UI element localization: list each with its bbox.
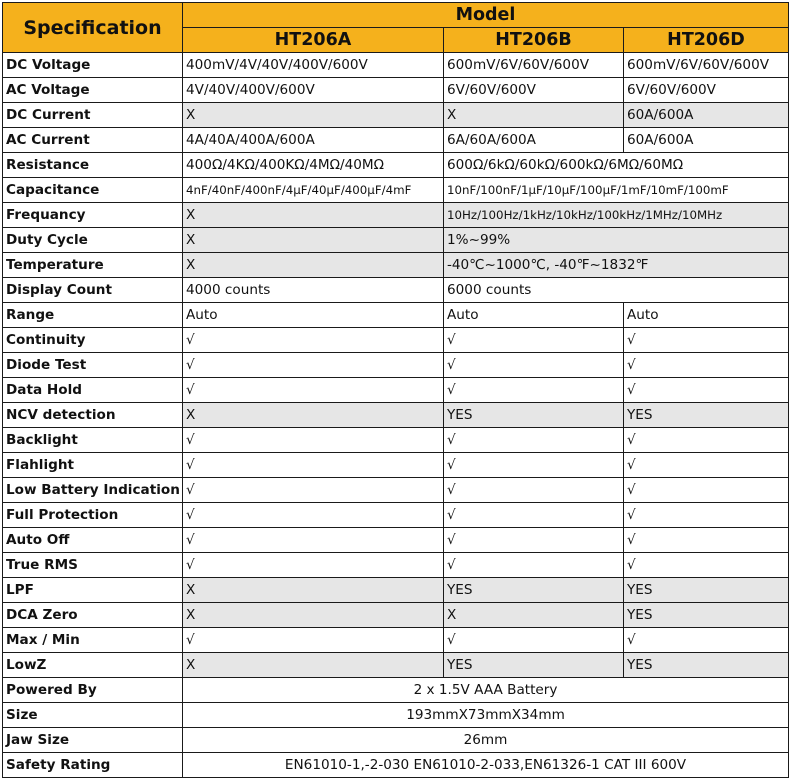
table-row	[3, 103, 789, 128]
cell-ht206d: √	[624, 503, 789, 528]
cell-ht206a: √	[183, 553, 444, 578]
cell-ht206a: Auto	[183, 303, 444, 328]
cell-ht206a: X	[183, 103, 444, 128]
table-row	[3, 753, 789, 778]
row-label: Full Protection	[3, 503, 183, 528]
cell-ht206b-ht206d: 6000 counts	[444, 278, 789, 303]
table-row	[3, 503, 789, 528]
cell-all-models: 2 x 1.5V AAA Battery	[183, 678, 789, 703]
row-label: Max / Min	[3, 628, 183, 653]
cell-ht206b: √	[444, 628, 624, 653]
cell-ht206a: √	[183, 478, 444, 503]
row-label: LowZ	[3, 653, 183, 678]
row-label: True RMS	[3, 553, 183, 578]
row-label: Diode Test	[3, 353, 183, 378]
table-row	[3, 628, 789, 653]
cell-ht206a: X	[183, 203, 444, 228]
cell-ht206a: 4A/40A/400A/600A	[183, 128, 444, 153]
table-row	[3, 653, 789, 678]
table-row	[3, 278, 789, 303]
cell-ht206d: YES	[624, 578, 789, 603]
model-name-ht206a: HT206A	[183, 28, 444, 53]
table-row	[3, 453, 789, 478]
cell-ht206b: YES	[444, 403, 624, 428]
table-row	[3, 728, 789, 753]
row-label: Duty Cycle	[3, 228, 183, 253]
specification-table	[2, 2, 789, 778]
table-row	[3, 128, 789, 153]
row-label: AC Current	[3, 128, 183, 153]
cell-ht206d: Auto	[624, 303, 789, 328]
cell-all-models: EN61010-1,-2-030 EN61010-2-033,EN61326-1 CAT III 600V	[183, 753, 789, 778]
cell-ht206a: √	[183, 428, 444, 453]
specification-header: Specification	[3, 3, 183, 53]
cell-ht206b-ht206d: -40℃~1000℃, -40℉~1832℉	[444, 253, 789, 278]
cell-ht206d: YES	[624, 653, 789, 678]
row-label: Low Battery Indication	[3, 478, 183, 503]
row-label: Auto Off	[3, 528, 183, 553]
cell-ht206b: √	[444, 453, 624, 478]
row-label: DC Current	[3, 103, 183, 128]
row-label: Capacitance	[3, 178, 183, 203]
row-label: Size	[3, 703, 183, 728]
cell-ht206b-ht206d: 1%~99%	[444, 228, 789, 253]
row-label: Range	[3, 303, 183, 328]
table-row	[3, 703, 789, 728]
cell-ht206d: √	[624, 378, 789, 403]
cell-ht206a: √	[183, 328, 444, 353]
table-row	[3, 203, 789, 228]
cell-ht206b: 600mV/6V/60V/600V	[444, 53, 624, 78]
header-row-1	[3, 3, 789, 28]
table-row	[3, 478, 789, 503]
row-label: DC Voltage	[3, 53, 183, 78]
cell-ht206a: √	[183, 528, 444, 553]
cell-ht206b: √	[444, 328, 624, 353]
table-row	[3, 328, 789, 353]
cell-ht206d: √	[624, 628, 789, 653]
cell-ht206d: √	[624, 353, 789, 378]
row-label: NCV detection	[3, 403, 183, 428]
model-header: Model	[183, 3, 789, 28]
cell-ht206a: √	[183, 453, 444, 478]
cell-ht206b: Auto	[444, 303, 624, 328]
model-name-ht206d: HT206D	[624, 28, 789, 53]
cell-ht206a: 4V/40V/400V/600V	[183, 78, 444, 103]
table-row	[3, 378, 789, 403]
cell-all-models: 26mm	[183, 728, 789, 753]
cell-ht206a: X	[183, 403, 444, 428]
table-row	[3, 78, 789, 103]
row-label: Frequancy	[3, 203, 183, 228]
cell-ht206d: 6V/60V/600V	[624, 78, 789, 103]
cell-ht206b-ht206d: 10nF/100nF/1μF/10μF/100μF/1mF/10mF/100mF	[444, 178, 789, 203]
table-row	[3, 578, 789, 603]
cell-ht206b: YES	[444, 653, 624, 678]
cell-ht206b: √	[444, 503, 624, 528]
table-row	[3, 428, 789, 453]
cell-ht206d: 60A/600A	[624, 128, 789, 153]
row-label: DCA Zero	[3, 603, 183, 628]
cell-ht206a: X	[183, 228, 444, 253]
row-label: Jaw Size	[3, 728, 183, 753]
table-row	[3, 678, 789, 703]
cell-ht206a: √	[183, 503, 444, 528]
table-row	[3, 603, 789, 628]
cell-ht206d: √	[624, 528, 789, 553]
cell-ht206a: X	[183, 653, 444, 678]
table-row	[3, 403, 789, 428]
cell-ht206b: √	[444, 353, 624, 378]
cell-ht206a: √	[183, 628, 444, 653]
cell-ht206b: √	[444, 528, 624, 553]
cell-ht206a: 400mV/4V/40V/400V/600V	[183, 53, 444, 78]
cell-ht206d: √	[624, 478, 789, 503]
table-row	[3, 303, 789, 328]
row-label: Flahlight	[3, 453, 183, 478]
cell-ht206b: X	[444, 103, 624, 128]
cell-ht206a: X	[183, 603, 444, 628]
row-label: AC Voltage	[3, 78, 183, 103]
cell-ht206d: 600mV/6V/60V/600V	[624, 53, 789, 78]
cell-ht206b: √	[444, 478, 624, 503]
cell-ht206b: √	[444, 428, 624, 453]
row-label: Display Count	[3, 278, 183, 303]
cell-ht206a: X	[183, 253, 444, 278]
cell-ht206d: √	[624, 428, 789, 453]
cell-ht206a: √	[183, 353, 444, 378]
table-row	[3, 353, 789, 378]
row-label: LPF	[3, 578, 183, 603]
cell-ht206b: 6V/60V/600V	[444, 78, 624, 103]
cell-ht206b: YES	[444, 578, 624, 603]
cell-ht206d: YES	[624, 403, 789, 428]
cell-ht206d: √	[624, 453, 789, 478]
cell-ht206b: √	[444, 378, 624, 403]
row-label: Continuity	[3, 328, 183, 353]
cell-ht206b-ht206d: 600Ω/6kΩ/60kΩ/600kΩ/6MΩ/60MΩ	[444, 153, 789, 178]
table-row	[3, 253, 789, 278]
row-label: Resistance	[3, 153, 183, 178]
cell-ht206b: √	[444, 553, 624, 578]
cell-ht206b: 6A/60A/600A	[444, 128, 624, 153]
cell-ht206a: X	[183, 578, 444, 603]
cell-ht206a: 400Ω/4KΩ/400KΩ/4MΩ/40MΩ	[183, 153, 444, 178]
table-row	[3, 153, 789, 178]
cell-ht206d: √	[624, 553, 789, 578]
table-row	[3, 528, 789, 553]
cell-ht206a: 4000 counts	[183, 278, 444, 303]
cell-ht206d: YES	[624, 603, 789, 628]
cell-all-models: 193mmX73mmX34mm	[183, 703, 789, 728]
cell-ht206d: √	[624, 328, 789, 353]
table-row	[3, 53, 789, 78]
cell-ht206d: 60A/600A	[624, 103, 789, 128]
table-row	[3, 553, 789, 578]
cell-ht206a: √	[183, 378, 444, 403]
row-label: Backlight	[3, 428, 183, 453]
row-label: Powered By	[3, 678, 183, 703]
table-row	[3, 178, 789, 203]
table-row	[3, 228, 789, 253]
model-name-ht206b: HT206B	[444, 28, 624, 53]
cell-ht206a: 4nF/40nF/400nF/4μF/40μF/400μF/4mF	[183, 178, 444, 203]
row-label: Temperature	[3, 253, 183, 278]
cell-ht206b: X	[444, 603, 624, 628]
row-label: Data Hold	[3, 378, 183, 403]
cell-ht206b-ht206d: 10Hz/100Hz/1kHz/10kHz/100kHz/1MHz/10MHz	[444, 203, 789, 228]
row-label: Safety Rating	[3, 753, 183, 778]
